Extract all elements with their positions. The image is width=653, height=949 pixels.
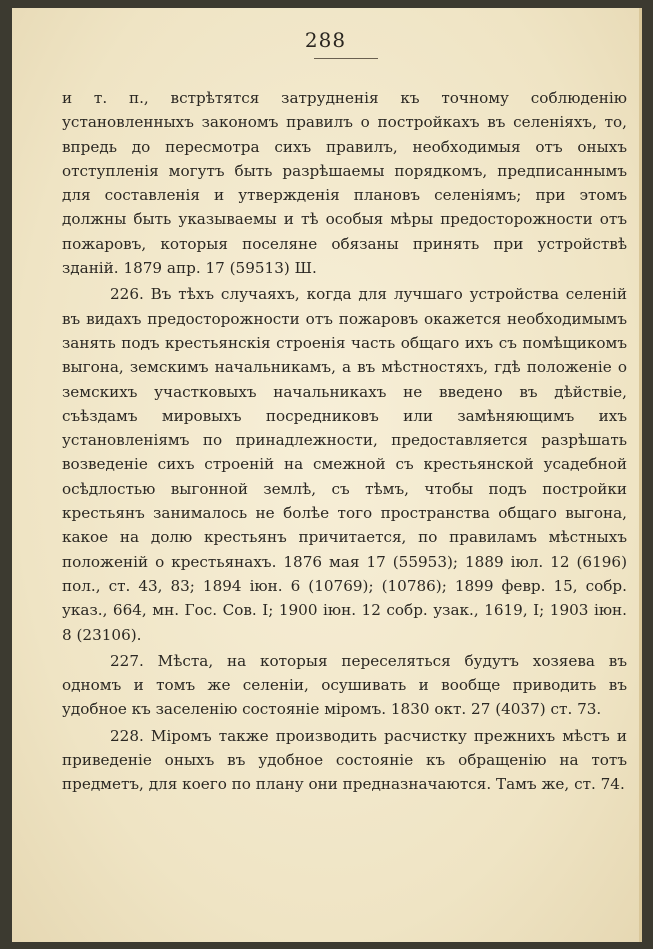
paragraph-article-228: 228. Міромъ также производить расчистку прежнихъ мѣстъ и приведеніе оныхъ въ удобное состояніе къ обращенію на тотъ предметъ, для коего по плану они предназначаются. Тамъ же, ст. 74. bbox=[62, 726, 627, 794]
paragraph-continuation: и т. п., встрѣтятся затрудненія къ точному соблюденію установленныхъ закономъ правилъ о постройкахъ въ селеніяхъ, то, впредь до пересмотра сихъ правилъ, необходимыя отъ оныхъ отступленія могутъ быть разрѣшаемы порядкомъ, предписаннымъ для составленія и утвержденія плановъ селеніямъ; при этомъ должны быть указываемы и тѣ особыя мѣры предосторожности отъ пожаровъ, которыя поселяне обязаны принять при устройствѣ зданій. 1879 апр. 17 (59513) Ш. bbox=[62, 89, 627, 278]
paragraph-article-227: 227. Мѣста, на которыя переселяться будутъ хозяева въ одномъ и томъ же селеніи, осушивать и вообще приводить въ удобное къ заселенію состояніе міромъ. 1830 окт. 27 (4037) ст. 73. bbox=[62, 651, 627, 719]
book-page bbox=[12, 8, 642, 942]
page-body bbox=[62, 86, 627, 797]
page-number-rule bbox=[314, 58, 378, 59]
page-number: 288 bbox=[304, 28, 347, 52]
paragraph-article-226: 226. Въ тѣхъ случаяхъ, когда для лучшаго устройства селеній въ видахъ предосторожности отъ пожаровъ окажется необходимымъ занять подъ крестьянскія строенія часть общаго ихъ съ помѣщикомъ выгона, земскимъ начальникамъ, а въ мѣстностяхъ, гдѣ положеніе о земскихъ участковыхъ начальникахъ не введено въ дѣйствіе, съѣздамъ мировыхъ посредниковъ или замѣняющимъ ихъ установленіямъ по принадлежности, предоставляется разрѣшать возведеніе сихъ строеній на смежной съ крестьянской усадебной осѣдлостью выгонной землѣ, съ тѣмъ, чтобы подъ постройки крестьянъ занималось не болѣе того пространства общаго выгона, какое на долю крестьянъ причитается, по правиламъ мѣстныхъ положеній о крестьянахъ. 1876 мая 17 (55953); 1889 іюл. 12 (6196) пол., ст. 43, 83; 1894 іюн. 6 (10769); (10786); 1899 февр. 15, собр. указ., 664, мн. Гос. Сов. I; 1900 іюн. 12 собр. узак., 1619, I; 1903 іюн. 8 (23106). bbox=[62, 285, 627, 644]
